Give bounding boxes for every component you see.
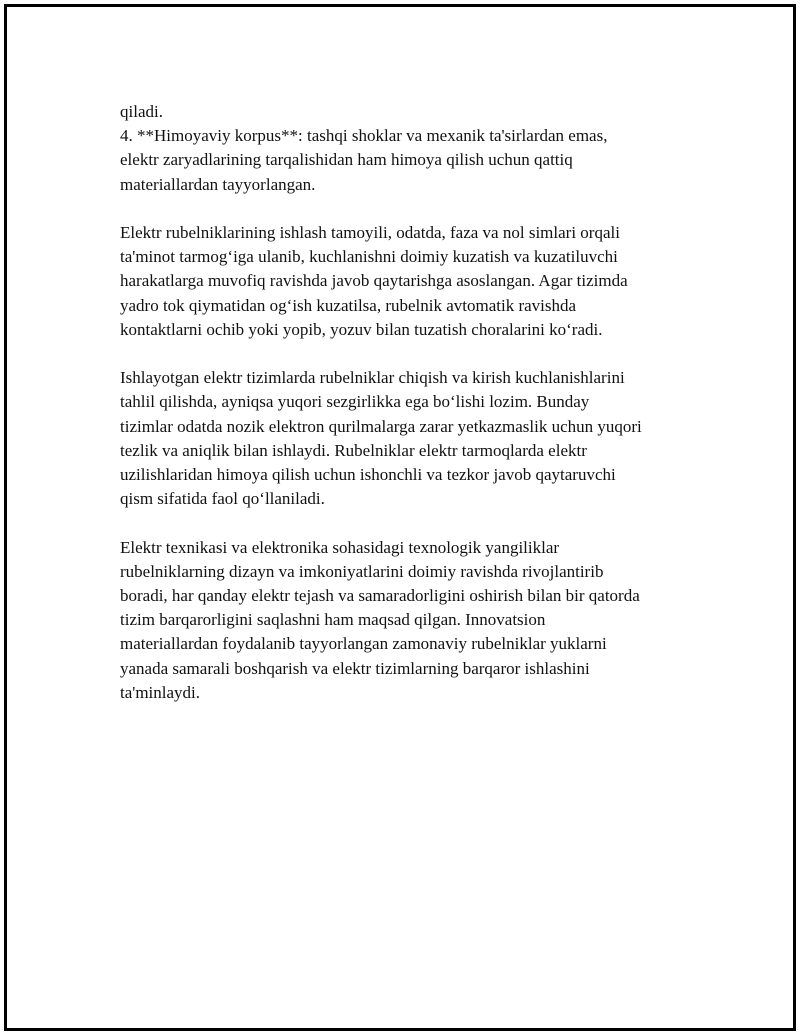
text-line: 4. **Himoyaviy korpus**: tashqi shoklar va mexanik ta'sirlardan emas, xyxy=(120,126,608,146)
text-line: Elektr texnikasi va elektronika sohasidagi texnologik yangiliklar xyxy=(120,537,560,557)
text-line: uzilishlaridan himoya qilish uchun ishonchli va tezkor javob qaytaruvchi xyxy=(120,465,616,485)
text-line: qiladi. xyxy=(120,102,163,121)
text-line: tizimlar odatda nozik elektron qurilmalarga zarar yetkazmaslik uchun yuqori xyxy=(120,416,642,436)
text-line: kontaktlarni ochib yoki yopib, yozuv bilan tuzatish choralarini ko‘radi. xyxy=(120,319,603,339)
text-line: tezlik va aniqlik bilan ishlaydi. Rubelniklar elektr tarmoqlarda elektr xyxy=(120,440,587,460)
document-body xyxy=(120,100,705,729)
paragraph-innovations xyxy=(120,536,705,705)
text-line: ta'minlaydi. xyxy=(120,682,201,702)
text-line: Ishlayotgan elektr tizimlarda rubelniklar chiqish va kirish kuchlanishlarini xyxy=(120,368,625,388)
text-line: boradi, har qanday elektr tejash va samaradorligini oshirish bilan bir qatorda xyxy=(120,586,640,606)
text-line: tizim barqarorligini saqlashni ham maqsad qilgan. Innovatsion xyxy=(120,610,546,630)
text-line: materiallardan tayyorlangan. xyxy=(120,174,316,194)
text-line: harakatlarga muvofiq ravishda javob qaytarishga asoslangan. Agar tizimda xyxy=(120,271,628,291)
text-line: rubelniklarning dizayn va imkoniyatlarini doimiy ravishda rivojlantirib xyxy=(120,561,604,581)
text-line: Elektr rubelniklarining ishlash tamoyili, odatda, faza va nol simlari orqali xyxy=(120,223,620,242)
text-line: qism sifatida faol qo‘llaniladi. xyxy=(120,489,325,509)
text-line: yadro tok qiymatidan og‘ish kuzatilsa, rubelnik avtomatik ravishda xyxy=(120,295,577,315)
text-line: ta'minot tarmog‘iga ulanib, kuchlanishni doimiy kuzatish va kuzatiluvchi xyxy=(120,247,618,267)
text-line: elektr zaryadlarining tarqalishidan ham himoya qilish uchun qattiq xyxy=(120,150,573,170)
text-line: materiallardan foydalanib tayyorlangan zamonaviy rubelniklar yuklarni xyxy=(120,634,607,654)
text-line: yanada samarali boshqarish va elektr tizimlarning barqaror ishlashini xyxy=(120,658,590,678)
paragraph-operating-systems xyxy=(120,366,705,511)
page-frame xyxy=(4,4,796,1031)
paragraph-working-principle xyxy=(120,221,705,342)
text-line: tahlil qilishda, ayniqsa yuqori sezgirlikka ega bo‘lishi lozim. Bunday xyxy=(120,392,590,412)
paragraph-protective-case xyxy=(120,100,705,197)
